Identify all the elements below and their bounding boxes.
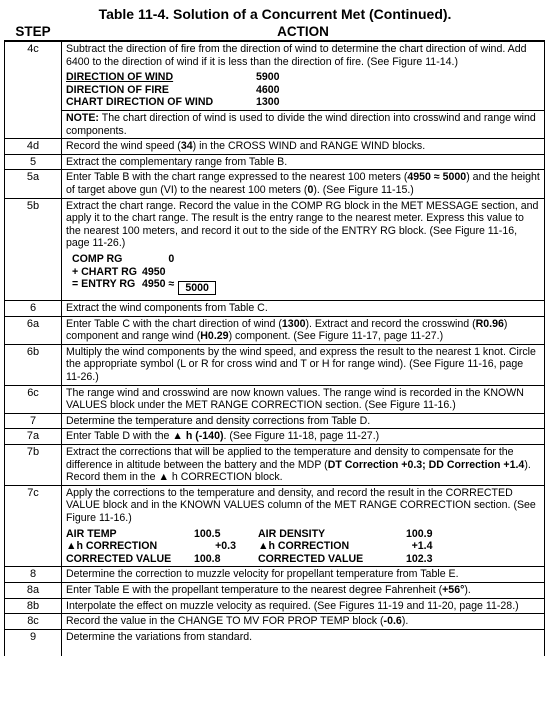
action-text: ) in the CROSS WIND and RANGE WIND blocks. bbox=[192, 140, 426, 153]
corrected-density-value: 102.3 bbox=[406, 552, 433, 565]
corrected-value-label: CORRECTED VALUE bbox=[66, 552, 172, 565]
chart-direction-value: 1300 bbox=[256, 96, 280, 109]
table-row bbox=[5, 154, 545, 170]
comp-rg-value: 0 bbox=[168, 252, 175, 265]
h-correction-label: ▲h CORRECTION bbox=[66, 540, 158, 553]
table-row bbox=[5, 385, 545, 413]
delta-h-value: ▲ h (-140) bbox=[172, 430, 224, 443]
action-text: Subtract the direction of fire from the direction of wind to determine the chart direction of wind. Add 6400 to the direction of wind if it is less than the direction of fire. (See Figure 11-14.) bbox=[66, 43, 527, 68]
vi-value: 0 bbox=[307, 183, 314, 196]
table-row bbox=[5, 198, 545, 301]
action-text: ). bbox=[464, 583, 471, 596]
step-cell: 6c bbox=[5, 385, 62, 413]
action-cell: Determine the variations from standard. bbox=[62, 629, 545, 656]
range-wind-value: H0.29 bbox=[200, 330, 229, 343]
action-cell bbox=[62, 170, 545, 198]
action-text: ) component. (See Figure 11-17, page 11-27.) bbox=[228, 330, 444, 343]
air-density-label: AIR DENSITY bbox=[258, 527, 326, 540]
table-row bbox=[5, 614, 545, 630]
table-row bbox=[5, 344, 545, 385]
table-row bbox=[5, 301, 545, 317]
action-cell: Determine the temperature and density corrections from Table D. bbox=[62, 413, 545, 429]
chart-direction-label: CHART DIRECTION OF WIND bbox=[66, 96, 214, 109]
direction-of-fire-value: 4600 bbox=[256, 83, 280, 96]
table-header-row bbox=[5, 23, 545, 41]
action-text: Enter Table C with the chart direction of wind ( bbox=[66, 317, 282, 330]
step-cell: 4d bbox=[5, 139, 62, 155]
crosswind-value: R0.96 bbox=[475, 317, 504, 330]
table-row bbox=[5, 139, 545, 155]
action-text: Record the value in the CHANGE TO MV FOR PROP TEMP block ( bbox=[66, 615, 384, 628]
action-cell: Extract the wind components from Table C. bbox=[62, 301, 545, 317]
step-cell: 5b bbox=[5, 198, 62, 301]
step-cell: 5a bbox=[5, 170, 62, 198]
entry-range-calculation bbox=[72, 253, 216, 295]
action-text: ). Record them in the bbox=[66, 458, 531, 484]
table-row bbox=[5, 445, 545, 486]
action-text: ) and the height of target above gun (VI) to the nearest 100 meters ( bbox=[66, 171, 540, 196]
direction-of-fire-label: DIRECTION OF FIRE bbox=[66, 83, 169, 96]
direction-of-wind-label: DIRECTION OF WIND bbox=[66, 71, 174, 84]
wind-speed-value: 34 bbox=[180, 140, 193, 153]
direction-of-wind-value: 5900 bbox=[256, 71, 280, 84]
table-row bbox=[5, 598, 545, 614]
action-cell: Multiply the wind components by the wind speed, and express the result to the nearest 1 knot. Circle the appropriate symbol (L or R for cross wind and T or H for range wind). (See Figure 11-16, page 11-26.) bbox=[62, 344, 545, 385]
corrected-value-label: CORRECTED VALUE bbox=[258, 552, 364, 565]
correction-values: DT Correction +0.3; DD Correction +1.4 bbox=[327, 458, 525, 471]
action-text: Record the wind speed ( bbox=[66, 140, 181, 153]
table-row bbox=[5, 582, 545, 598]
comp-rg-label: COMP RG bbox=[72, 252, 123, 265]
step-cell: 8b bbox=[5, 598, 62, 614]
action-cell bbox=[62, 582, 545, 598]
step-cell: 6 bbox=[5, 301, 62, 317]
table-row bbox=[5, 629, 545, 656]
step-column-header: STEP bbox=[5, 23, 62, 41]
h-correction-density-value: +1.4 bbox=[411, 540, 433, 553]
step-cell: 6b bbox=[5, 344, 62, 385]
note-row bbox=[5, 110, 545, 138]
action-cell: Interpolate the effect on muzzle velocity as required. (See Figures 11-19 and 11-20, page 11-28.) bbox=[62, 598, 545, 614]
action-text: ). Extract and record the crosswind ( bbox=[305, 317, 476, 330]
action-text: . (See Figure 11-18, page 11-27.) bbox=[223, 430, 380, 443]
action-cell: Extract the complementary range from Table B. bbox=[62, 154, 545, 170]
step-cell: 4c bbox=[5, 41, 62, 139]
action-cell bbox=[62, 198, 545, 301]
entry-rg-label: = ENTRY RG bbox=[72, 278, 136, 291]
table-row bbox=[5, 170, 545, 198]
table-title: Table 11-4. Solution of a Concurrent Met (Continued). bbox=[98, 6, 452, 22]
mv-change-value: -0.6 bbox=[383, 615, 402, 628]
step-cell: 5 bbox=[5, 154, 62, 170]
action-text: Extract the corrections that will be applied to the temperature and density to compensate for the difference in altitude between the battery and the MDP ( bbox=[66, 446, 514, 471]
action-text: ). bbox=[401, 615, 409, 628]
action-text: Extract the chart range. Record the value in the COMP RG block in the MET MESSAGE section, and apply it to the chart range. The result is the entry range to the nearest meter. Express this value to the nearest 100 meters, and record it out to the side of the ENTRY RG block. (See Figure 11-16, page 11-26.) bbox=[66, 199, 539, 250]
action-text: Enter Table E with the propellant temperature to the nearest degree Fahrenheit ( bbox=[66, 583, 443, 596]
action-cell: The range wind and crosswind are now known values. The range wind is recorded in the KNOWN VALUES block under the MET RANGE CORRECTION section. (See Figure 11-16.) bbox=[62, 385, 545, 413]
action-cell bbox=[62, 139, 545, 155]
note-text: The chart direction of wind is used to divide the wind direction into crosswind and range wind components. bbox=[66, 111, 536, 137]
action-text: Enter Table B with the chart range expressed to the nearest 100 meters ( bbox=[66, 171, 408, 184]
step-cell: 7c bbox=[5, 485, 62, 567]
air-temp-value: 100.5 bbox=[194, 527, 221, 540]
action-text: Apply the corrections to the temperature and density, and record the result in the CORRECTED VALUE block and in the KNOWN VALUES column of the MET RANGE CORRECTION section. (See Figure 11-16.) bbox=[66, 486, 536, 524]
action-column-header: ACTION bbox=[62, 23, 545, 41]
wind-direction-calculation bbox=[66, 71, 280, 109]
table-row bbox=[5, 316, 545, 344]
action-cell bbox=[62, 485, 545, 567]
action-text: h CORRECTION block. bbox=[168, 471, 283, 484]
propellant-temp-value: +56° bbox=[442, 583, 465, 596]
action-text: ). (See Figure 11-15.) bbox=[313, 183, 414, 196]
step-cell: 7b bbox=[5, 445, 62, 486]
h-correction-label: ▲h CORRECTION bbox=[258, 540, 350, 553]
action-cell: Determine the correction to muzzle velocity for propellant temperature from Table E. bbox=[62, 567, 545, 583]
air-temp-label: AIR TEMP bbox=[66, 527, 117, 540]
chart-rg-value: 4950 bbox=[142, 265, 166, 278]
h-correction-temp-value: +0.3 bbox=[215, 540, 236, 553]
action-cell bbox=[62, 429, 545, 445]
delta-triangle-icon: ▲ bbox=[158, 471, 169, 484]
note-label: NOTE: bbox=[66, 111, 99, 124]
step-cell: 9 bbox=[5, 629, 62, 656]
table-row bbox=[5, 41, 545, 110]
chart-rg-label: + CHART RG bbox=[72, 265, 138, 278]
table-row bbox=[5, 413, 545, 429]
step-cell: 6a bbox=[5, 316, 62, 344]
entry-rg-boxed-value: 5000 bbox=[178, 281, 216, 295]
step-cell: 8 bbox=[5, 567, 62, 583]
step-cell: 7a bbox=[5, 429, 62, 445]
table-row bbox=[5, 485, 545, 567]
action-text: ) component and range wind ( bbox=[66, 317, 508, 343]
entry-rg-value: 4950 ≈ bbox=[142, 278, 175, 291]
step-cell: 7 bbox=[5, 413, 62, 429]
temperature-density-calculation bbox=[66, 528, 433, 566]
solution-table bbox=[4, 23, 545, 656]
action-cell bbox=[62, 614, 545, 630]
table-row bbox=[5, 567, 545, 583]
chart-direction-value: 1300 bbox=[281, 317, 306, 330]
action-cell bbox=[62, 445, 545, 486]
chart-range-value: 4950 ≈ 5000 bbox=[407, 171, 467, 184]
step-cell: 8c bbox=[5, 614, 62, 630]
air-density-value: 100.9 bbox=[406, 527, 433, 540]
step-cell: 8a bbox=[5, 582, 62, 598]
action-text: Enter Table D with the bbox=[66, 430, 173, 443]
action-cell bbox=[62, 41, 545, 110]
action-cell bbox=[62, 316, 545, 344]
corrected-temp-value: 100.8 bbox=[194, 552, 221, 565]
note-cell bbox=[62, 110, 545, 138]
table-row bbox=[5, 429, 545, 445]
